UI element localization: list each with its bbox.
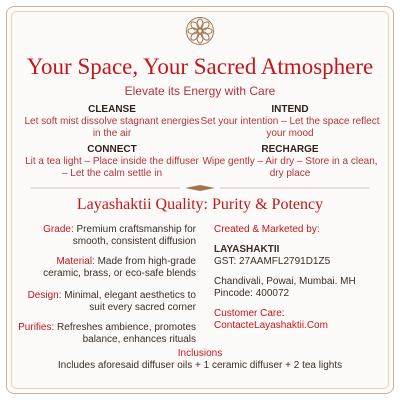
step-intend — [200, 104, 380, 140]
step-recharge — [200, 144, 380, 180]
grade-label: Grade: — [43, 224, 74, 235]
step-text: Wipe gently – Air dry – Store in a clean, dry place — [202, 156, 378, 179]
brand-name: LAYASHAKTII — [214, 244, 280, 255]
purifies-label: Purifies: — [18, 322, 55, 333]
quality-material — [16, 256, 196, 280]
step-heading: CONNECT — [87, 144, 137, 155]
purifies-text: Refreshes ambience, promotes balance, enhances rituals — [54, 322, 196, 345]
maker-block — [214, 224, 394, 332]
grade-text: Premium craftsmanship for smooth, consistent diffusion — [72, 224, 196, 247]
ornament-divider — [30, 184, 370, 192]
quality-grade — [16, 224, 196, 248]
subtitle: Elevate its Energy with Care — [124, 84, 276, 98]
gst-number: GST: 27AAMFL2791D1Z5 — [214, 256, 331, 267]
step-heading: CLEANSE — [88, 104, 136, 115]
quality-purifies — [16, 322, 196, 346]
quality-design — [16, 290, 196, 314]
lotus-mandala-icon — [185, 16, 215, 46]
step-connect — [22, 144, 202, 180]
care-heading: Customer Care: — [214, 308, 285, 319]
design-label: Design: — [27, 290, 62, 301]
quality-heading: Layashaktii Quality: Purity & Potency — [76, 196, 324, 213]
step-cleanse — [22, 104, 202, 140]
main-title: Your Space, Your Sacred Atmosphere — [26, 54, 374, 79]
step-text: Let soft mist dissolve stagnant energies in the air — [24, 116, 200, 139]
inclusions-heading: Inclusions — [177, 348, 223, 359]
address: Chandivali, Powai, Mumbai. MH — [214, 276, 356, 287]
material-text: Made from high-grade ceramic, brass, or eco-safe blends — [43, 256, 196, 279]
design-text: Minimal, elegant aesthetics to suit every sacred corner — [61, 290, 196, 313]
pincode: Pincode: 400072 — [214, 288, 290, 299]
step-heading: RECHARGE — [261, 144, 319, 155]
step-text: Lit a tea light – Place inside the diffuser – Let the calm settle in — [25, 156, 199, 179]
inclusions-text: Includes aforesaid diffuser oils + 1 ceramic diffuser + 2 tea lights — [57, 360, 343, 371]
care-contact[interactable]: ContacteLayashaktii.Com — [214, 320, 328, 331]
step-text: Set your intention – Let the space reflect your mood — [200, 116, 380, 139]
inclusions — [0, 348, 400, 372]
maker-heading: Created & Marketed by: — [214, 224, 320, 235]
material-label: Material: — [56, 256, 95, 267]
step-heading: INTEND — [271, 104, 309, 115]
